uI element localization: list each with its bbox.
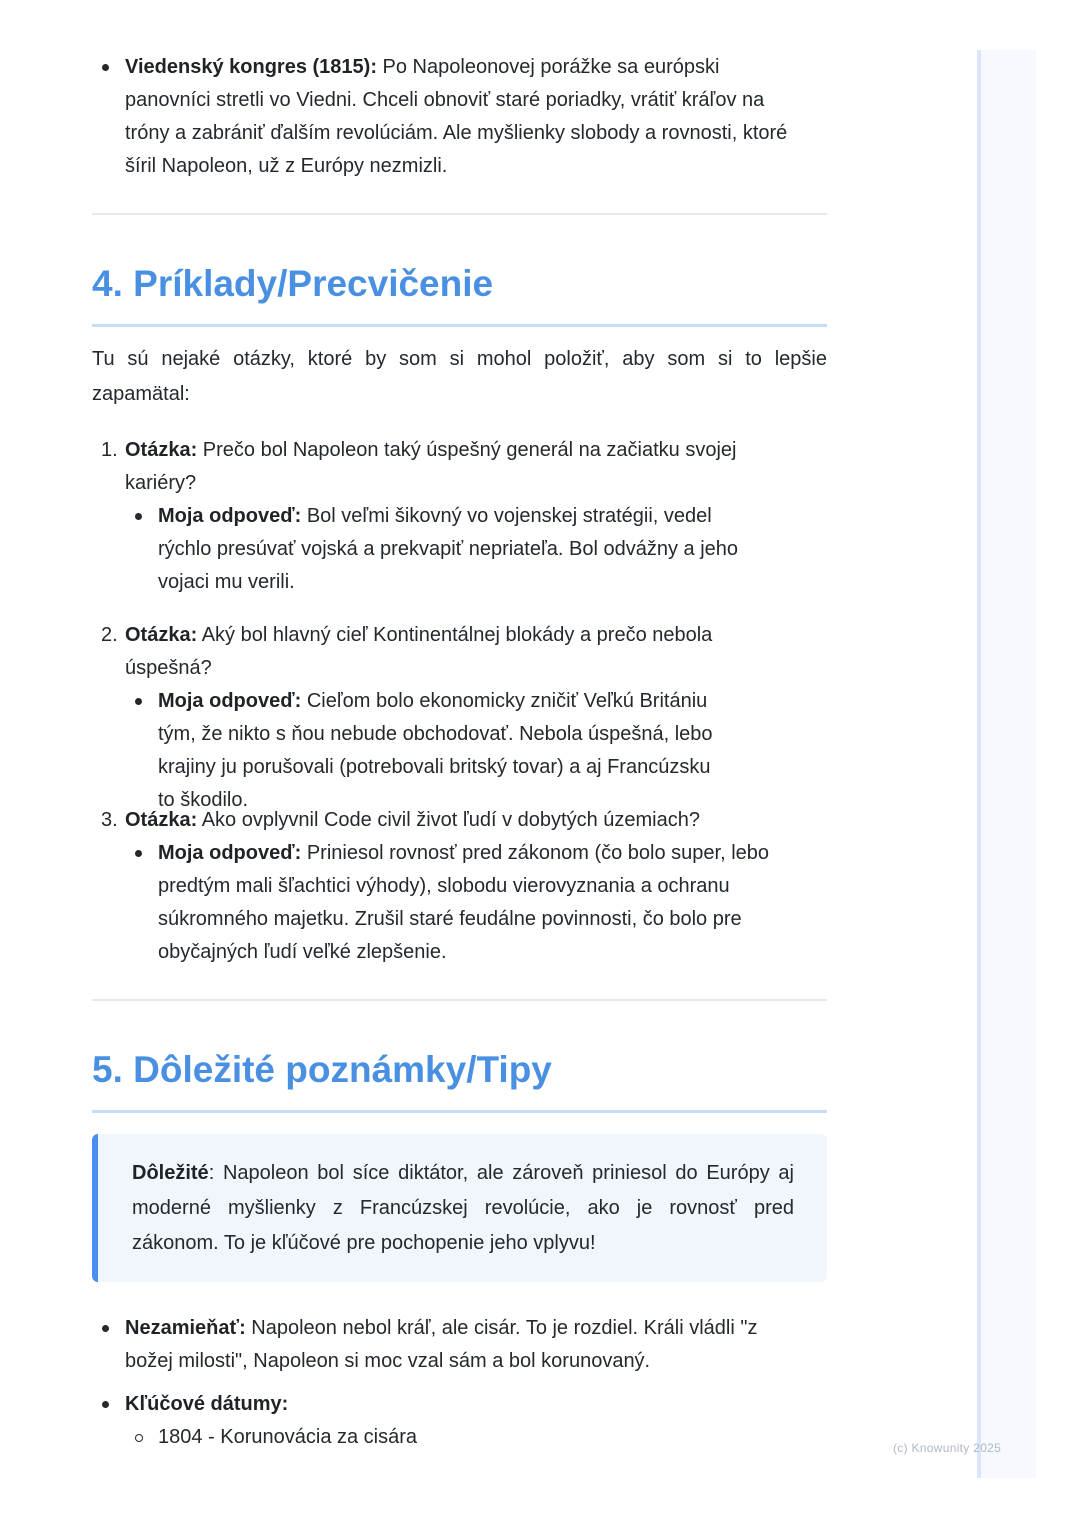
answer-item (125, 685, 747, 817)
question-text: Aký bol hlavný cieľ Kontinentálnej blokády a prečo nebola úspešná? (125, 624, 713, 679)
answer-label: Moja odpoveď: (158, 505, 302, 527)
top-bullet-list (92, 51, 827, 183)
list-item (92, 1312, 827, 1378)
important-callout (92, 1134, 827, 1282)
dates-list (125, 1421, 827, 1454)
answer-text: Priniesol rovnosť pred zákonom (čo bolo super, lebo predtým mali šľachtici výhody), slobodu vierovyznania a ochranu súkromného majetku. Zrušil staré feudálne povinnosti, čo bolo pre obyčajných ľudí veľké zlepšenie. (158, 842, 770, 963)
question-item (92, 619, 827, 817)
answer-text: Bol veľmi šikovný vo vojenskej stratégii, vedel rýchlo presúvať vojská a prekvapiť nepriateľa. Bol odvážny a jeho vojaci mu verili. (158, 505, 739, 593)
list-item (92, 51, 827, 183)
section-intro: Tu sú nejaké otázky, ktoré by som si mohol položiť, aby som si to lepšie zapamätal: (92, 348, 827, 405)
answer-list (125, 500, 772, 599)
watermark: (c) Knowunity 2025 (893, 1441, 1002, 1455)
list-item-text: Napoleon nebol kráľ, ale cisár. To je rozdiel. Králi vládli "z božej milosti", Napoleon si moc vzal sám a bol korunovaný. (125, 1317, 758, 1372)
right-margin-bar (977, 50, 1036, 1478)
answer-text: Cieľom bolo ekonomicky zničiť Veľkú Britániu tým, že nikto s ňou nebude obchodovať. Nebola úspešná, lebo krajiny ju porušovali (potrebovali britský tovar) a aj Francúzsku to škodilo. (158, 690, 713, 811)
question-list (92, 619, 827, 817)
question-text: Ako ovplyvnil Code civil život ľudí v dobytých územiach? (197, 809, 700, 831)
list-item-term: Viedenský kongres (1815): (125, 56, 377, 78)
question-label: Otázka: (125, 809, 198, 831)
date-item: 1804 - Korunovácia za cisára (125, 1421, 827, 1454)
question-number: 1. (101, 439, 118, 461)
section-heading-4: 4. Príklady/Precvičenie (92, 262, 827, 327)
question-label: Otázka: (125, 624, 198, 646)
answer-label: Moja odpoveď: (158, 690, 302, 712)
list-item (92, 1388, 827, 1454)
question-item (92, 434, 827, 599)
list-item-term: Kľúčové dátumy: (125, 1393, 289, 1415)
answer-item (125, 500, 772, 599)
callout-text: : Napoleon bol síce diktátor, ale zároveň priniesol do Európy aj moderné myšlienky z Francúzskej revolúcie, ako je rovnosť pred zákonom. To je kľúčové pre pochopenie jeho vplyvu! (132, 1162, 794, 1254)
question-list (92, 434, 827, 599)
section-divider (92, 213, 827, 215)
question-label: Otázka: (125, 439, 198, 461)
question-list (92, 804, 827, 969)
question-number: 3. (101, 809, 118, 831)
tips-list (92, 1312, 827, 1454)
callout-label: Dôležité (132, 1162, 209, 1184)
section-heading-5: 5. Dôležité poznámky/Tipy (92, 1048, 827, 1113)
list-item-text: Po Napoleonovej porážke sa európski panovníci stretli vo Viedni. Chceli obnoviť staré poriadky, vrátiť kráľov na tróny a zabrániť ďalším revolúciám. Ale myšlienky slobody a rovnosti, ktoré šíril Napoleon, už z Európy nezmizli. (125, 56, 788, 177)
question-item (92, 804, 827, 969)
answer-list (125, 837, 827, 969)
answer-label: Moja odpoveď: (158, 842, 302, 864)
answer-list (125, 685, 747, 817)
question-number: 2. (101, 624, 118, 646)
answer-item (125, 837, 827, 969)
question-text: Prečo bol Napoleon taký úspešný generál na začiatku svojej kariéry? (125, 439, 737, 494)
section-divider (92, 999, 827, 1001)
list-item-term: Nezamieňať: (125, 1317, 246, 1339)
